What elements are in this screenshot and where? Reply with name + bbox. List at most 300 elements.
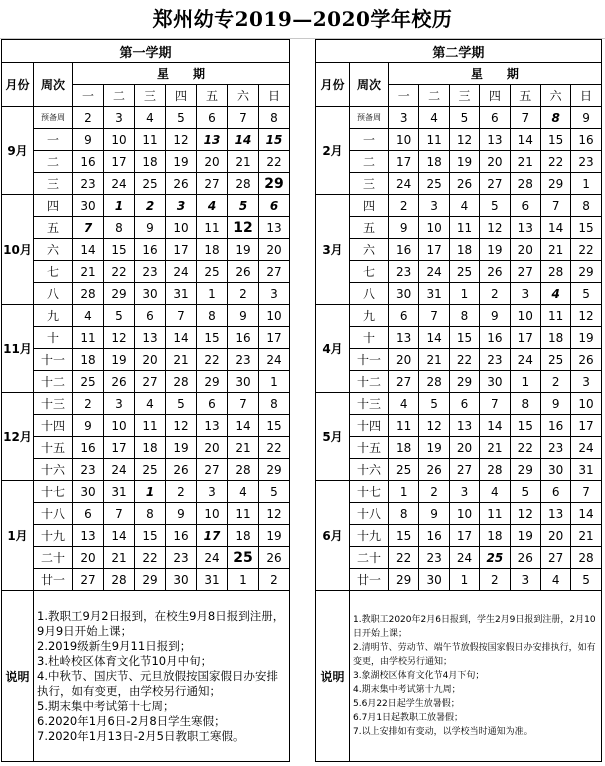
date-cell: 28	[228, 173, 259, 195]
date-cell: 9	[389, 217, 419, 239]
date-cell: 27	[197, 173, 228, 195]
week-number: 二	[34, 151, 73, 173]
date-cell: 20	[389, 349, 419, 371]
date-cell: 8	[197, 305, 228, 327]
date-cell: 20	[540, 525, 570, 547]
date-cell: 19	[228, 239, 259, 261]
date-cell: 16	[166, 525, 197, 547]
date-cell: 28	[73, 283, 104, 305]
weekday-header: 二	[104, 85, 135, 107]
date-cell: 9	[419, 503, 449, 525]
date-cell: 24	[510, 349, 540, 371]
week-number: 十四	[34, 415, 73, 437]
date-cell: 5	[571, 283, 601, 305]
date-cell: 5	[166, 393, 197, 415]
note-item: 1.教职工2020年2月6日报到，学生2月9日报到注册，2月10日开始上课；	[353, 615, 596, 639]
date-cell: 18	[389, 437, 419, 459]
week-row	[316, 503, 602, 525]
week-number: 十三	[34, 393, 73, 415]
week-row	[316, 459, 602, 481]
date-cell: 6	[197, 393, 228, 415]
date-cell: 14	[419, 327, 449, 349]
week-row	[2, 437, 290, 459]
date-cell: 14	[104, 525, 135, 547]
date-cell: 13	[449, 415, 479, 437]
week-number: 一	[34, 129, 73, 151]
week-row	[316, 195, 602, 217]
week-row	[316, 283, 602, 305]
week-row	[316, 569, 602, 591]
note-item: 2.2019级新生9月11日报到；	[37, 638, 192, 653]
date-cell: 3	[166, 195, 197, 217]
date-cell: 5	[480, 195, 510, 217]
date-cell: 31	[197, 569, 228, 591]
date-cell: 10	[104, 415, 135, 437]
date-cell: 16	[389, 239, 419, 261]
date-cell: 6	[197, 107, 228, 129]
notes-row	[2, 591, 290, 762]
date-cell: 3	[510, 283, 540, 305]
date-cell: 19	[571, 327, 601, 349]
week-number: 七	[350, 261, 389, 283]
date-cell: 22	[540, 151, 570, 173]
date-cell: 13	[135, 327, 166, 349]
date-cell: 13	[389, 327, 419, 349]
date-cell: 12	[510, 503, 540, 525]
date-cell: 22	[510, 437, 540, 459]
date-cell: 29	[259, 459, 290, 481]
date-cell: 2	[540, 371, 570, 393]
date-cell: 2	[166, 481, 197, 503]
date-cell: 9	[166, 503, 197, 525]
date-cell: 15	[259, 415, 290, 437]
date-cell: 26	[449, 173, 479, 195]
week-row	[316, 129, 602, 151]
date-cell: 18	[135, 437, 166, 459]
weekday-header: 一	[389, 85, 419, 107]
date-cell: 31	[419, 283, 449, 305]
week-number: 十一	[34, 349, 73, 371]
date-cell: 28	[104, 569, 135, 591]
week-row	[316, 305, 602, 327]
week-number: 一	[350, 129, 389, 151]
notes-label: 说明	[316, 591, 350, 762]
date-cell: 21	[104, 547, 135, 569]
date-cell: 10	[419, 217, 449, 239]
semester-1-table	[1, 39, 290, 762]
week-number: 二十	[34, 547, 73, 569]
week-row	[316, 327, 602, 349]
semester-name-row	[316, 40, 602, 63]
date-cell: 10	[166, 217, 197, 239]
date-cell: 17	[259, 327, 290, 349]
date-cell: 17	[389, 151, 419, 173]
weekday-header: 五	[510, 85, 540, 107]
week-number: 十	[350, 327, 389, 349]
date-cell: 6	[135, 305, 166, 327]
date-cell: 25	[135, 459, 166, 481]
date-cell: 5	[419, 393, 449, 415]
semester-name: 第二学期	[316, 40, 602, 63]
weekday-header: 四	[480, 85, 510, 107]
week-number: 预备周	[350, 107, 389, 129]
date-cell: 27	[389, 371, 419, 393]
date-cell: 1	[510, 371, 540, 393]
date-cell: 29	[510, 459, 540, 481]
date-cell: 23	[389, 261, 419, 283]
week-row	[2, 525, 290, 547]
date-cell: 8	[259, 393, 290, 415]
date-cell: 21	[228, 151, 259, 173]
date-cell: 13	[259, 217, 290, 239]
date-cell: 25	[540, 349, 570, 371]
date-cell: 17	[166, 239, 197, 261]
week-row	[316, 349, 602, 371]
week-number: 十四	[350, 415, 389, 437]
date-cell: 23	[166, 547, 197, 569]
date-cell: 15	[104, 239, 135, 261]
week-number: 预备周	[34, 107, 73, 129]
week-row	[316, 415, 602, 437]
weekday-group-header: 星 期	[73, 63, 290, 85]
date-cell: 13	[510, 217, 540, 239]
date-cell: 7	[228, 393, 259, 415]
week-row	[2, 195, 290, 217]
date-cell: 7	[571, 481, 601, 503]
date-cell: 29	[104, 283, 135, 305]
date-cell: 7	[480, 393, 510, 415]
date-cell: 23	[419, 547, 449, 569]
week-number: 十二	[350, 371, 389, 393]
date-cell: 2	[73, 107, 104, 129]
week-number: 十三	[350, 393, 389, 415]
date-cell: 24	[389, 173, 419, 195]
date-cell: 16	[571, 129, 601, 151]
week-row	[316, 173, 602, 195]
date-cell: 22	[197, 349, 228, 371]
date-cell: 7	[166, 305, 197, 327]
date-cell: 25	[73, 371, 104, 393]
date-cell: 10	[449, 503, 479, 525]
week-row	[2, 547, 290, 569]
week-number: 十七	[34, 481, 73, 503]
date-cell: 5	[449, 107, 479, 129]
date-cell: 28	[571, 547, 601, 569]
week-row	[2, 327, 290, 349]
date-cell: 30	[166, 569, 197, 591]
date-cell: 20	[510, 239, 540, 261]
date-cell: 5	[510, 481, 540, 503]
date-cell: 23	[73, 173, 104, 195]
date-cell: 7	[510, 107, 540, 129]
date-cell: 27	[480, 173, 510, 195]
date-cell: 14	[73, 239, 104, 261]
date-cell: 1	[449, 569, 479, 591]
week-row	[316, 371, 602, 393]
date-cell: 29	[449, 371, 479, 393]
date-cell: 23	[73, 459, 104, 481]
week-row	[316, 481, 602, 503]
week-number: 八	[34, 283, 73, 305]
date-cell: 24	[419, 261, 449, 283]
month-label: 6月	[316, 481, 350, 591]
month-label: 10月	[2, 195, 34, 305]
date-cell: 5	[228, 195, 259, 217]
date-cell: 18	[480, 525, 510, 547]
date-cell: 13	[480, 129, 510, 151]
date-cell: 28	[480, 459, 510, 481]
semester-name: 第一学期	[2, 40, 290, 63]
month-label: 4月	[316, 305, 350, 393]
date-cell: 3	[259, 283, 290, 305]
month-label: 3月	[316, 195, 350, 305]
date-cell: 3	[571, 371, 601, 393]
week-number: 十五	[34, 437, 73, 459]
date-cell: 31	[104, 481, 135, 503]
date-cell: 27	[540, 547, 570, 569]
date-cell: 8	[259, 107, 290, 129]
week-row	[2, 283, 290, 305]
date-cell: 27	[449, 459, 479, 481]
date-cell: 14	[510, 129, 540, 151]
date-cell: 14	[571, 503, 601, 525]
date-cell: 12	[480, 217, 510, 239]
date-cell: 20	[480, 151, 510, 173]
date-cell: 24	[449, 547, 479, 569]
date-cell: 3	[419, 195, 449, 217]
date-cell: 24	[197, 547, 228, 569]
date-cell: 19	[166, 151, 197, 173]
date-cell: 8	[135, 503, 166, 525]
date-cell: 12	[449, 129, 479, 151]
month-header: 月份	[2, 63, 34, 107]
weekday-header: 日	[259, 85, 290, 107]
week-number: 四	[350, 195, 389, 217]
date-cell: 23	[540, 437, 570, 459]
date-cell: 12	[166, 129, 197, 151]
date-cell: 11	[389, 415, 419, 437]
date-cell: 25	[228, 547, 259, 569]
date-cell: 12	[419, 415, 449, 437]
date-cell: 26	[166, 173, 197, 195]
date-cell: 11	[540, 305, 570, 327]
date-cell: 1	[259, 371, 290, 393]
date-cell: 25	[197, 261, 228, 283]
date-cell: 23	[135, 261, 166, 283]
date-cell: 22	[571, 239, 601, 261]
week-row	[316, 151, 602, 173]
date-cell: 19	[510, 525, 540, 547]
date-cell: 17	[197, 525, 228, 547]
date-cell: 17	[571, 415, 601, 437]
week-number: 十	[34, 327, 73, 349]
notes-block	[34, 591, 290, 762]
week-row	[2, 371, 290, 393]
week-row	[2, 107, 290, 129]
week-number: 十八	[34, 503, 73, 525]
week-number: 八	[350, 283, 389, 305]
date-cell: 25	[419, 173, 449, 195]
date-cell: 11	[197, 217, 228, 239]
date-cell: 5	[104, 305, 135, 327]
date-cell: 26	[259, 547, 290, 569]
date-cell: 2	[135, 195, 166, 217]
date-cell: 19	[419, 437, 449, 459]
week-number: 六	[350, 239, 389, 261]
week-number: 十七	[350, 481, 389, 503]
date-cell: 4	[135, 107, 166, 129]
date-cell: 21	[571, 525, 601, 547]
date-cell: 11	[419, 129, 449, 151]
date-cell: 6	[259, 195, 290, 217]
date-cell: 19	[104, 349, 135, 371]
week-row	[2, 415, 290, 437]
week-number: 二十	[350, 547, 389, 569]
date-cell: 4	[540, 283, 570, 305]
week-row	[2, 261, 290, 283]
date-cell: 3	[449, 481, 479, 503]
date-cell: 6	[449, 393, 479, 415]
date-cell: 17	[419, 239, 449, 261]
date-cell: 21	[540, 239, 570, 261]
date-cell: 21	[73, 261, 104, 283]
weekday-header: 五	[197, 85, 228, 107]
week-row	[316, 107, 602, 129]
date-cell: 28	[540, 261, 570, 283]
date-cell: 17	[104, 437, 135, 459]
weekday-header: 四	[166, 85, 197, 107]
date-cell: 12	[571, 305, 601, 327]
date-cell: 7	[73, 217, 104, 239]
note-item: 4.期末集中考试第十九周；	[353, 685, 461, 695]
week-row	[2, 173, 290, 195]
date-cell: 28	[166, 371, 197, 393]
date-cell: 15	[571, 217, 601, 239]
date-cell: 10	[510, 305, 540, 327]
date-cell: 21	[480, 437, 510, 459]
date-cell: 4	[197, 195, 228, 217]
date-cell: 8	[571, 195, 601, 217]
date-cell: 26	[571, 349, 601, 371]
date-cell: 18	[540, 327, 570, 349]
date-cell: 30	[228, 371, 259, 393]
week-number: 十九	[34, 525, 73, 547]
date-cell: 22	[389, 547, 419, 569]
date-cell: 1	[135, 481, 166, 503]
date-cell: 29	[197, 371, 228, 393]
note-item: 5.期末集中考试第十七周；	[37, 698, 175, 713]
week-row	[2, 305, 290, 327]
date-cell: 14	[228, 129, 259, 151]
date-cell: 19	[259, 525, 290, 547]
date-cell: 18	[135, 151, 166, 173]
date-cell: 18	[419, 151, 449, 173]
week-number: 四	[34, 195, 73, 217]
date-cell: 18	[228, 525, 259, 547]
week-header: 周次	[350, 63, 389, 107]
date-cell: 12	[104, 327, 135, 349]
week-row	[316, 261, 602, 283]
date-cell: 28	[510, 173, 540, 195]
date-cell: 20	[259, 239, 290, 261]
date-cell: 6	[480, 107, 510, 129]
date-cell: 14	[166, 327, 197, 349]
month-header: 月份	[316, 63, 350, 107]
date-cell: 24	[104, 459, 135, 481]
date-cell: 22	[135, 547, 166, 569]
week-row	[2, 393, 290, 415]
date-cell: 18	[197, 239, 228, 261]
date-cell: 5	[571, 569, 601, 591]
month-label: 2月	[316, 107, 350, 195]
week-row	[2, 239, 290, 261]
week-number: 十六	[350, 459, 389, 481]
weekday-header: 三	[135, 85, 166, 107]
date-cell: 15	[540, 129, 570, 151]
note-item: 1.教职工9月2日报到，在校生9月8日报到注册，9月9日开始上课；	[37, 608, 285, 638]
date-cell: 16	[540, 415, 570, 437]
week-number: 二	[350, 151, 389, 173]
date-cell: 11	[135, 415, 166, 437]
weekday-header: 二	[419, 85, 449, 107]
date-cell: 2	[259, 569, 290, 591]
week-header: 周次	[34, 63, 73, 107]
date-cell: 27	[259, 261, 290, 283]
date-cell: 20	[135, 349, 166, 371]
week-number: 三	[350, 173, 389, 195]
date-cell: 9	[135, 217, 166, 239]
note-item: 7.2020年1月13日-2月5日教职工寒假。	[37, 728, 245, 743]
date-cell: 1	[389, 481, 419, 503]
date-cell: 1	[571, 173, 601, 195]
weekday-group-header: 星 期	[389, 63, 602, 85]
date-cell: 1	[228, 569, 259, 591]
date-cell: 4	[480, 481, 510, 503]
date-cell: 14	[228, 415, 259, 437]
date-cell: 4	[419, 107, 449, 129]
date-cell: 30	[389, 283, 419, 305]
date-cell: 27	[135, 371, 166, 393]
date-cell: 5	[166, 107, 197, 129]
date-cell: 3	[197, 481, 228, 503]
date-cell: 26	[419, 459, 449, 481]
date-cell: 6	[540, 481, 570, 503]
date-cell: 22	[449, 349, 479, 371]
date-cell: 3	[104, 393, 135, 415]
date-cell: 4	[389, 393, 419, 415]
date-cell: 11	[449, 217, 479, 239]
date-cell: 24	[259, 349, 290, 371]
date-cell: 20	[449, 437, 479, 459]
date-cell: 10	[259, 305, 290, 327]
note-item: 7.以上安排如有变动，以学校当时通知为准。	[353, 727, 533, 737]
date-cell: 7	[104, 503, 135, 525]
date-cell: 9	[540, 393, 570, 415]
date-cell: 17	[104, 151, 135, 173]
date-cell: 2	[480, 569, 510, 591]
weekday-header: 六	[228, 85, 259, 107]
date-cell: 7	[419, 305, 449, 327]
notes-label: 说明	[2, 591, 34, 762]
date-cell: 17	[449, 525, 479, 547]
week-number: 七	[34, 261, 73, 283]
week-number: 五	[34, 217, 73, 239]
week-row	[2, 349, 290, 371]
date-cell: 31	[571, 459, 601, 481]
header-row	[316, 63, 602, 85]
date-cell: 1	[104, 195, 135, 217]
date-cell: 6	[73, 503, 104, 525]
